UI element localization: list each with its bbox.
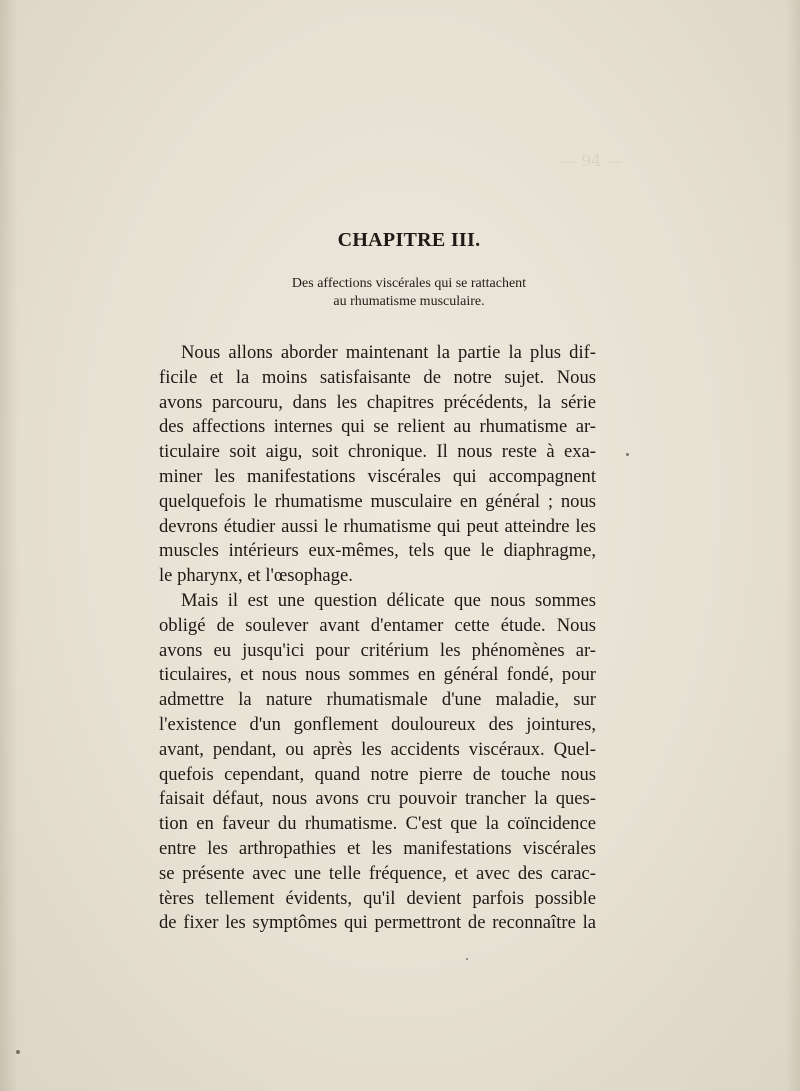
text-line: Mais il est une question délicate que nous sommes [181,589,596,611]
text-line: quefois cependant, quand notre pierre de touche nous [159,763,596,785]
text-line: entre les arthropathies et les manifestations viscérales [159,837,596,859]
text-line: le pharynx, et l'œsophage. [159,565,353,587]
text-line: admettre la nature rhumatismale d'une maladie, sur [159,689,596,711]
chapter-title: CHAPITRE III. [337,229,481,251]
text-line: l'existence d'un gonflement douloureux des jointures, [159,713,596,735]
text-line: avons parcouru, dans les chapitres précédents, la série [159,391,596,413]
text-line: ticulaire soit aigu, soit chronique. Il nous reste à exa- [159,441,596,463]
text-line: des affections internes qui se relient au rhumatisme ar- [159,416,596,438]
text-line: avant, pendant, ou après les accidents viscéraux. Quel- [159,738,596,760]
text-line: de fixer les symptômes qui permettront de reconnaître la [159,912,596,934]
subtitle-line: Des affections viscérales qui se rattachent [291,276,527,291]
reverse-page-show-through: — 94 — [560,151,623,170]
text-line: avons eu jusqu'ici pour critérium les phénomènes ar- [159,639,596,661]
text-line: muscles intérieurs eux-mêmes, tels que le diaphragme, [159,540,596,562]
text-line: Nous allons aborder maintenant la partie la plus dif- [181,342,596,363]
subtitle-line: au rhumatisme musculaire. [333,294,485,309]
paragraph-2 [159,589,596,936]
paper-speck [466,958,468,960]
text-line: ticulaires, et nous nous sommes en général fondé, pour [159,664,596,686]
text-line: obligé de soulever avant d'entamer cette étude. Nous [159,614,596,636]
paper-speck [16,1050,20,1054]
text-line: miner les manifestations viscérales qui accompagnent [159,465,596,487]
body-text [159,341,596,936]
paper-speck [626,453,629,456]
chapter-subtitle [0,275,800,311]
text-line: ficile et la moins satisfaisante de notre sujet. Nous [159,366,596,388]
text-line: se présente avec une telle fréquence, et avec des carac- [159,862,596,884]
text-line: quelquefois le rhumatisme musculaire en général ; nous [159,490,596,512]
text-line: tion en faveur du rhumatisme. C'est que la coïncidence [159,813,596,835]
text-line: tères tellement évidents, qu'il devient parfois possible [159,887,596,909]
text-line: faisait défaut, nous avons cru pouvoir trancher la ques- [159,788,596,810]
paragraph-1 [159,341,596,589]
text-line: devrons étudier aussi le rhumatisme qui peut atteindre les [159,515,596,537]
